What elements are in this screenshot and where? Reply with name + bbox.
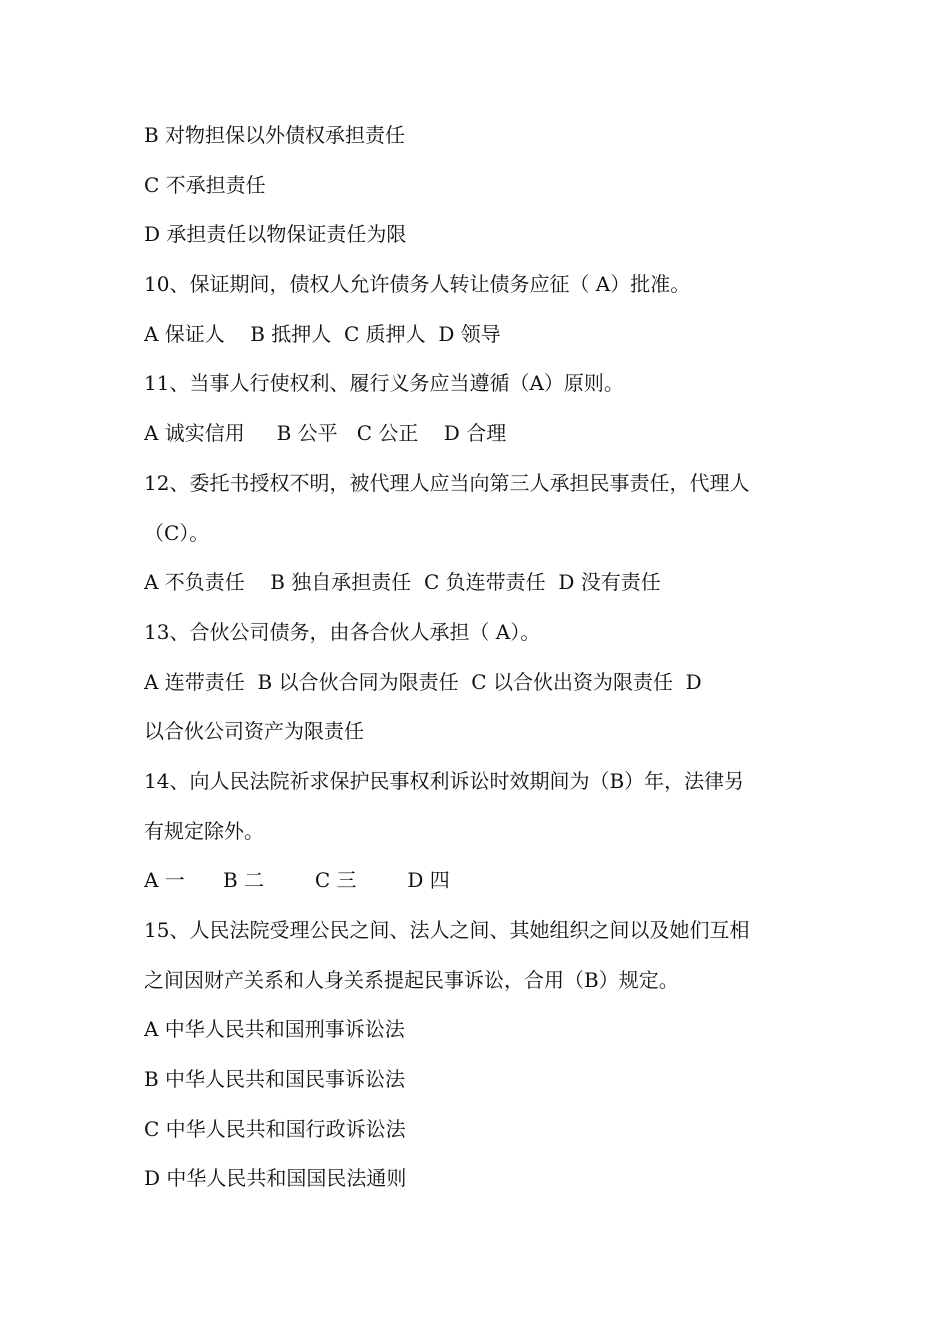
question-15-cont: 之间因财产关系和人身关系提起民事诉讼，合用（B）规定。 [144,967,679,992]
options-12: A 不负责任 B 独自承担责任 C 负连带责任 D 没有责任 [144,570,661,595]
option-15-c: C 中华人民共和国行政诉讼法 [144,1116,406,1141]
options-10: A 保证人 B 抵押人 C 质押人 D 领导 [144,321,501,346]
question-14-cont: 有规定除外。 [144,818,264,843]
text-line-2: C 不承担责任 [144,172,266,197]
options-13: A 连带责任 B 以合伙合同为限责任 C 以合伙出资为限责任 D [144,669,702,694]
document-body [144,111,814,1204]
text-line-3: D 承担责任以物保证责任为限 [144,222,407,247]
option-15-a: A 中华人民共和国刑事诉讼法 [144,1017,405,1042]
question-12-cont: （C）。 [144,520,210,545]
question-13: 13、合伙公司债务，由各合伙人承担（ A）。 [144,619,541,644]
options-11: A 诚实信用 B 公平 C 公正 D 合理 [144,421,507,446]
option-15-b: B 中华人民共和国民事诉讼法 [144,1067,406,1092]
text-line-1: B 对物担保以外债权承担责任 [144,123,406,147]
option-15-d: D 中华人民共和国国民法通则 [144,1166,407,1191]
question-10: 10、保证期间，债权人允许债务人转让债务应征（ A）批准。 [144,272,691,297]
options-13-cont: 以合伙公司资产为限责任 [144,719,364,744]
question-12: 12、委托书授权不明，被代理人应当向第三人承担民事责任，代理人 [144,470,750,495]
question-15: 15、人民法院受理公民之间、法人之间、其她组织之间以及她们互相 [144,918,750,942]
question-11: 11、当事人行使权利、履行义务应当遵循（A）原则。 [144,371,624,396]
options-14: A 一 B 二 C 三 D 四 [144,868,450,893]
question-14: 14、向人民法院祈求保护民事权利诉讼时效期间为（B）年，法律另 [144,768,745,793]
